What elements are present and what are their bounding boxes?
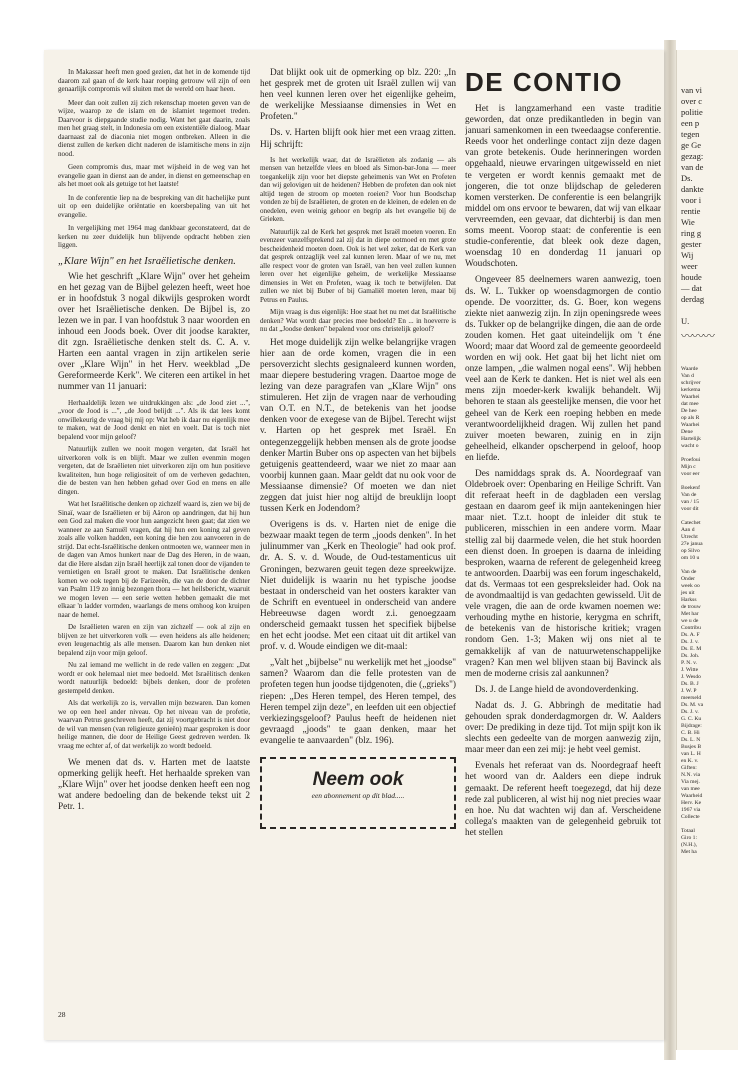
right-page-line: tegen [681, 129, 700, 139]
right-page-small-line: dat mee [681, 401, 699, 407]
paragraph: Nadat ds. J. G. Abbringh de meditatie had gehouden sprak donderdagmorgen dr. W. Aalders over: De prediking in deze tijd. Tot mijn spijt kon ik slechts een gedeelte van de morgen aanwezig zijn, maar meer dan een zei mij: je hebt veel gemist. [465, 700, 661, 756]
right-page-small-line: De hee [681, 408, 697, 414]
paragraph: Ongeveer 85 deelnemers waren aanwezig, toen ds. W. L. Tukker op woensdagmorgen de contio opende. De voorzitter, ds. G. Boer, kon wegens ziekte niet aanwezig zijn. In zijn openingsrede wees ds. Tukker op de belangrijke dingen, die aan de orde zouden komen. Het gaat uiteindelijk om 't éne Woord; maar dat Woord zal de gemeente geoordeeld worden en wij ook. Het gaat bij het licht niet om onze lampen, „die walmen nogal eens". Wij hebben veel aan de Kerk te danken. Het is niet wel als een mens zijn moeder-kerk kwalijk behandelt. Wij behoren te staan als geestelijke mensen, die voor het geheel van de Kerk een roeping hebben en mede verantwoordelijkheid dragen. Wij zullen het pand zuiver moeten bewaren, zuinig en in zijn geheelheid, elkander opscherpend in geloof, hoop en liefde. [465, 275, 661, 463]
right-page-small-line: Giro 1: [681, 835, 698, 841]
right-page-small-line: de trouw [681, 604, 701, 610]
right-page-line: een p [681, 118, 700, 128]
right-page-small-line: van mee [681, 786, 700, 792]
quote-paragraph: Nu zal iemand me wellicht in de rede vallen en zeggen: „Dat wordt er ook helemaal niet mee bedoeld. Met Israëlitisch denken wordt natuurlijk bedoeld: bijbels denken, door de profeten gestempeld denken. [58, 661, 250, 695]
right-page-small-line: van / 15 [681, 499, 700, 505]
right-page-line: gester [681, 239, 702, 249]
right-page-small-line: we u de [681, 618, 699, 624]
right-page-small-line: om 10 u [681, 555, 700, 561]
right-page-small-line: van L. H [681, 751, 701, 757]
right-page-small-line: 1967 via [681, 807, 701, 813]
paragraph: Ds. v. Harten blijft ook hier met een vraag zitten. Hij schrijft: [260, 128, 456, 150]
right-page-line: — dat [681, 283, 703, 293]
page-gutter [664, 40, 676, 1060]
right-page-small-line: Herv. Ke [681, 800, 702, 806]
right-page-small-line: Ds. L. N [681, 737, 701, 743]
right-page-line: gezag: [681, 151, 704, 161]
right-page-line: weer [681, 261, 698, 271]
right-page-small-line: Aan d [681, 527, 695, 533]
right-page-small-line: jes uit [681, 590, 695, 596]
right-page-small-line: J. W. P [681, 688, 697, 694]
right-page-line: derdag [681, 294, 705, 304]
right-page-text [677, 85, 738, 327]
right-page-small-line: Dene [681, 429, 693, 435]
right-page-small-line: Utrecht [681, 534, 698, 540]
right-page-small-line: Waarheid [681, 793, 703, 799]
right-page-small-line: Van de [681, 492, 697, 498]
right-page-line: politie [681, 107, 703, 117]
right-page-small-line [677, 562, 738, 569]
right-page-small-line: Contribu [681, 625, 701, 631]
right-page-small-text [677, 366, 738, 856]
right-page-small-line: Van d [681, 373, 694, 379]
right-page-small-line [677, 513, 738, 520]
right-page-small-line: (N.H.), [681, 842, 698, 848]
right-page-small-line: Ds. J. v. [681, 709, 699, 715]
paragraph: Dat blijkt ook uit de opmerking op blz. 220: „In het gesprek met de groten uit Israël zullen wij van hen veel kunnen leren over het eigenlijke geheim, de werkelijke Messiaanse dimensies in Wet en Profeten." [260, 68, 456, 123]
right-page-small-line: Ds. E. M [681, 646, 702, 652]
quote-paragraph: Als dat werkelijk zo is, vervallen mijn bezwaren. Dan komen we op een heel ander niveau. Op het niveau van de profetie, waarvan Petrus geschreven heeft, dat zij voortgebracht is niet door de wil van mensen (van religieuze genieën) maar gesproken is door heilige mannen, die door de Heilige Geest gedreven werden. Ik vraag me echter af, of dat werkelijk zo wordt bedoeld. [58, 699, 250, 750]
right-page-small-line: en K. v. [681, 758, 699, 764]
right-page-small-line: J. Witte [681, 667, 699, 673]
right-page-small-line: Waarhei [681, 422, 700, 428]
right-page-small-line: Collecte [681, 814, 700, 820]
right-page-small-line: meerseld [681, 695, 702, 701]
right-page-small-line: Proefoui [681, 457, 701, 463]
paragraph: Wie het geschrift „Klare Wijn" over het geheim en het gezag van de Bijbel gelezen heeft, weet hoe er in hoofdstuk 3 nogal dikwijls gesproken wordt over het Israëlietische denken. De Bijbel is, zo lezen we in par. I van hoofdstuk 3 naar woorden en inhoud een Joods boek. Over dit joodse karakter, dit zgn. Israëlietische denken stelt ds. C. A. v. Harten een aantal vragen in zijn artikelen serie over „Klare Wijn" in het Herv. weekblad „De Gereformeerde Kerk". We citeren een artikel in het nummer van 11 januari: [58, 271, 250, 393]
quote-paragraph: Is het werkelijk waar, dat de Israëlieten als zodanig — als mensen van hetzelfde vlees en bloed als Simon-bar-Jona — meer toegankelijk zijn voor het diepste geheimenis van Wet en Profeten dan wij gelovigen uit de heidenen? Hebben de profeten dan ook niet altijd tegen de stroom op moeten roeien? Voor hun Boodschap vonden ze bij de Israëlieten, de groten en de kleinen, de edelen en de onedelen, even weinig gehoor en begrip als het evangelie bij de Grieken. [260, 155, 456, 224]
right-page-line: U. [681, 316, 690, 326]
right-page-small-line: J. Wesdo [681, 674, 701, 680]
right-page-small-line: week oo [681, 583, 700, 589]
right-page-line: Ds. [681, 173, 693, 183]
quote-paragraph: Natuurlijk zullen we nooit mogen vergeten, dat Israël het uitverkoren volk is en blijft. Maar we zullen evenmin mogen vergeten, dat de Israëlieten niet uitverkoren zijn om hun positieve kwaliteiten, hun hoge religiositeit of om de verheven gedachten, die de besten van hen hebben gehad over God en mens en alle dingen. [58, 445, 250, 496]
right-page-small-line: Van de [681, 569, 697, 575]
paragraph: Overigens is ds. v. Harten niet de enige die bezwaar maakt tegen de term „joods denken". In het julinummer van „Kerk en Theologie" had ook prof. dr. A. S. v. d. Woude, de Oud-testamenticus uit Groningen, bezwaren geuit tegen deze spreekwijze. Niet duidelijk is waarin nu het typische joodse bestaat in onderscheid van het oosters karakter van de Schrift en eventueel in onderscheid van andere Hebreeuwse dagen wordt z.i. genoegzaam onderscheid gemaakt tussen het specifiek bijbelse en het echt joodse. Met een citaat uit dit artikel van prof. v. d. Woude eindigen we dit-maal: [260, 520, 456, 653]
advert-subtitle: een abonnement op dit blad..... [311, 791, 405, 801]
paragraph: Geen compromis dus, maar met wijsheid in de weg van het evangelie gaan in dienst aan de ander, in dienst en gemeenschap en als het moet ook als getuige tot het laatste! [58, 163, 250, 188]
right-page-small-line: Met har [681, 611, 699, 617]
right-page-small-line: C. B. Hi [681, 730, 700, 736]
right-page-small-line [677, 450, 738, 457]
paragraph: Evenals het referaat van ds. Noordegraaf heeft het woord van dr. Aalders een diepe indruk gemaakt. De referent heeft toegezegd, dat hij deze rede zal publiceren, al wist hij nog niet precies waar en hoe. Nu dat wachten wij dan af. Verscheidene collega's maakten van de gelegenheid gebruik tot het stellen [465, 761, 661, 838]
right-page-small-line: Bijdrage: [681, 723, 702, 729]
right-page-line: rentie [681, 206, 701, 216]
right-page-small-line: op als R [681, 415, 700, 421]
right-page-small-line: Ds. M. va [681, 702, 704, 708]
right-page-line: van de [681, 162, 704, 172]
right-page-small-line: Ds. J. v. [681, 639, 699, 645]
right-page-small-line: N.N. via [681, 772, 701, 778]
right-page-small-line: Catechet [681, 520, 701, 526]
right-page-small-line: Via mej. [681, 779, 700, 785]
right-page-line: ring g [681, 228, 702, 238]
paragraph: Het moge duidelijk zijn welke belangrijke vragen hier aan de orde komen, vragen die in een persoverzicht slechts gesignaleerd kunnen worden, maar diepere bestudering vragen. Daartoe moge de lezing van deze paragrafen van „Klare Wijn" ons stimuleren. Het zijn de vragen naar de verhouding van O.T. en N.T., de betekenis van het joodse denken voor de exegese van de Bijbel. Terecht wijst v. Harten op het gesprek met Israël. En ontegenzeggelijk hebben mensen als de grote joodse denker Martin Buber ons op aspecten van het bijbels getuigenis geattendeerd, waar we niet zo maar aan voorbij kunnen gaan. Maar geldt dat nu ook voor de Messiaanse dimensie? Of moeten we dan niet zeggen dat juist hier nog altijd de breuklijn loopt tussen Kerk en Jodendom? [260, 337, 456, 515]
paragraph: We menen dat ds. v. Harten met de laatste opmerking gelijk heeft. Het herhaalde spreken van „Klare Wijn" over het joodse denken heeft een nog wat andere bedoeling dan de bekende tekst uit 2 Petr. 1. [58, 758, 250, 813]
paragraph: Des namiddags sprak ds. A. Noordegraaf van Oldebroek over: Openbaring en Heilige Schrift. Van dit referaat heeft in de dagbladen een verslag gestaan en daarom geef ik mijn aantekeningen hier maar niet. T.z.t. hoopt de inleider dit stuk te publiceren, misschien in een andere vorm. Maar stellig zal bij daarmede velen, die het stuk hoorden een dienst doen. In groepen is daarna de inleiding besproken, waarna de referent de gelegenheid kreeg te antwoorden. Daarbij was een forum ingeschakeld, dat ds. Vermaas tot een gespreksleider had. Ook na de avondmaaltijd is van gedachten gewisseld. Uit de vele vragen, die aan de orde kwamen noemen we: verhouding mythe en historie, kerygma en schrift, de betekenis van de historische kritiek; vragen rondom Gen. 1-3; Maken wij ons niet al te gemakkelijk af van de natuurwetenschappelijke vragen? Kan men wel blijven staan bij Bavinck als men de moderne crisis zal aankunnen? [465, 469, 661, 679]
right-page-small-line: Busjes B [681, 744, 702, 750]
quote-paragraph: Mijn vraag is dus eigenlijk: Hoe staat het nu met dat Israëlitische denken? Wat wordt daar precies mee bedoeld? En ... in hoeverre is nu dat „Joodse denken" bepalend voor ons christelijk geloof? [260, 308, 456, 334]
column-2 [260, 68, 456, 829]
right-page-line [677, 305, 738, 316]
subscription-advert [260, 757, 456, 829]
right-page-small-line: Giften: [681, 765, 697, 771]
right-page-small-line: Met ha [681, 849, 697, 855]
right-page-small-line: Waarhei [681, 394, 700, 400]
right-page-small-line: Mijn c [681, 464, 696, 470]
paragraph: In vergelijking met 1964 mag dankbaar geconstateerd, dat de kerken nu zeer duidelijk hun blijvende opdracht hebben zien liggen. [58, 224, 250, 249]
right-page-small-line: voor eer [681, 471, 700, 477]
right-page-small-line: 27e janua [681, 541, 703, 547]
right-page-line: ge Ge [681, 140, 702, 150]
right-page-small-line: P. N. v. [681, 660, 697, 666]
right-page-small-line: G. C. Ku [681, 716, 702, 722]
right-page [676, 50, 738, 1050]
column-3 [465, 68, 661, 844]
right-page-line: Wie [681, 217, 695, 227]
section-subheading: „Klare Wijn" en het Israëlietische denken. [58, 255, 236, 267]
right-page-small-line: kerkema [681, 387, 701, 393]
quote-paragraph: Wat het Israëlitische denken op zichzelf waard is, zien we bij de Sinaï, waar de Israëlieten er bij Aäron op aandringen, dat hij hun een God zal maken die voor hun aangezicht heen gaat; dat zien we wanneer ze aan Samuël vragen, dat hij hun een koning zal geven zoals alle volken hadden, een koning die hen zou aanvoeren in de strijd. Dat echt-Israëlitische denken ontmoeten we, wanneer men in de dagen van Amos hunkert naar de Dag des Heren, in de waan, dat die Here alsdan zijn Israël heerlijk zal tonen door de vijanden te vernietigen en Israël groot te maken. Dat Israëlitische denken komen we ook tegen bij de Farizeeën, die van de door de dichter van Psalm 119 zo innig bezongen thora — het heilsbericht, waaruit we mogen leven — een serie wetten hebben gemaakt die met elkaar 'n ladder vormden, waarlangs de mens omhoog kon kruipen naar de hemel. [58, 500, 250, 619]
right-page-small-line: Totaal [681, 828, 695, 834]
quote-paragraph: De Israëlieten waren en zijn van zichzelf — ook al zijn en blijven ze het uitverkoren volk — even heidens als alle heidenen; even leugenachtig als alle mensen. Daarom kan hun denken niet bepalend zijn voor mijn geloof. [58, 623, 250, 657]
paragraph: Meer dan ooit zullen zij zich rekenschap moeten geven van de wijze, waarop ze de islam en de islamiet tegemoet treden. Daarvoor is diepgaande studie nodig. Want het gaat daarin, zoals men het graag stelt, in Indonesia om een existentiële dialoog. Maar daarnaast zal de diaconia niet mogen ontbreken. Alleen in die dienst zullen de kerken dicht naderen de islamitische mens in zijn nood. [58, 98, 250, 158]
page-number: 28 [58, 1010, 66, 1019]
paragraph: „Valt het „bijbelse" nu werkelijk met het „joodse" samen? Waarom dan die felle protesten van de profeten tegen hun joodse tijdgenoten, die („grieks") riepen: „Des Heren tempel, des Heren tempel, des Heren tempel zijn deze", en leefden uit een objectief verkiezingsgeloof? Paulus heeft de heidenen niet gevraagd „joods" te gaan denken, maar het evangelie te aanvaarden" (blz. 196). [260, 658, 456, 746]
right-page-line: Wij [681, 250, 694, 260]
right-page-small-line: op Silvo [681, 548, 700, 554]
paragraph: Ds. J. de Lange hield de avondoverdenking. [475, 684, 639, 695]
paragraph: Het is langzamerhand een vaste traditie geworden, dat onze predikantleden in begin van januari samenkomen in een tweedaagse conferentie. Reeds voor het onderlinge contact zijn deze dagen van grote betekenis. Oude herinneringen worden opgehaald, nieuwe ervaringen uitgewisseld en niet te vergeten er wordt kennis gemaakt met de jongeren, die tot onze blijdschap de gelederen komen versterken. De conferentie is een belangrijk middel om ons ervoor te bewaren, dat wij van elkaar vervreemden, een gevaar, dat dichterbij is dan men soms meent. Voorop staat: de conferentie is een studie-conferentie, dat bleek ook deze dagen, woensdag 10 en donderdag 11 januari op Woudschoten. [465, 104, 661, 270]
right-page-small-line: Harkss [681, 597, 697, 603]
right-page-small-line: Ds. A. F [681, 632, 700, 638]
right-page-small-line: schrijver [681, 380, 701, 386]
right-page-line: voor i [681, 195, 702, 205]
article-title: DE CONTIO [465, 68, 623, 97]
right-page-small-line: Onder [681, 576, 695, 582]
right-page-small-line: Boekenf [681, 485, 700, 491]
right-page-small-line: Ds. Joh. [681, 653, 700, 659]
quote-paragraph: Natuurlijk zal de Kerk het gesprek met Israël moeten voeren. En evenzeer vanzelfsprekend zal zij dat in diepe ootmoed en met grote bescheidenheid moeten doen. Ook is het wel zeker, dat de Kerk van dat gesprek ontzaglijk veel zal kunnen leren. Maar of we nu, met alle respect voor de groten van Israël, van hen veel zullen kunnen leren over het eigenlijke geheim, de werkelijke Messiaanse dimensies in Wet en Profeten, waag ik toch te betwijfelen. Dat zullen we niet bij Buber of bij Gamaliël moeten leren, maar bij Petrus en Paulus. [260, 227, 456, 304]
paragraph: In Makassar heeft men goed gezien, dat het in de komende tijd daarom zal gaan of de kerk haar roeping getrouw wil zijn of een genaarlijk compromis wil sluiten met de wereld om haar heen. [58, 68, 250, 93]
right-page-small-line: wacht o [681, 443, 699, 449]
decorative-divider: 〰〰〰 [681, 329, 715, 343]
right-page-small-line: Ds. B. J [681, 681, 699, 687]
right-page-small-line [677, 478, 738, 485]
right-page-line: over c [681, 96, 703, 106]
paragraph: In de conferentie liep na de bespreking van dit hachelijke punt uit op een duidelijke oriëntatie en koersbepaling van uit het evangelie. [58, 193, 250, 219]
advert-title: Neem ook [312, 769, 404, 791]
right-page-small-line: Hartelijk [681, 436, 701, 442]
right-page-small-line: voor dit [681, 506, 699, 512]
right-page-line: houde [681, 272, 702, 282]
right-page-small-line [677, 821, 738, 828]
column-1 [58, 68, 250, 819]
quote-paragraph: Herhaaldelijk lezen we uitdrukkingen als: „de Jood ziet ...", „voor de Jood is ...", „de Jood belijdt ...". Als ik dat lees komt onwillekeurig de vraag bij mij op: Wat heb ik daar nu eigenlijk mee te maken, wat de Jood denkt en niet en voelt. Dat is toch niet bepalend voor mijn geloof? [58, 398, 250, 441]
right-page-line: dankte [681, 184, 704, 194]
right-page-small-line: Waarde [681, 366, 698, 372]
right-page-line: van vi [681, 85, 703, 95]
